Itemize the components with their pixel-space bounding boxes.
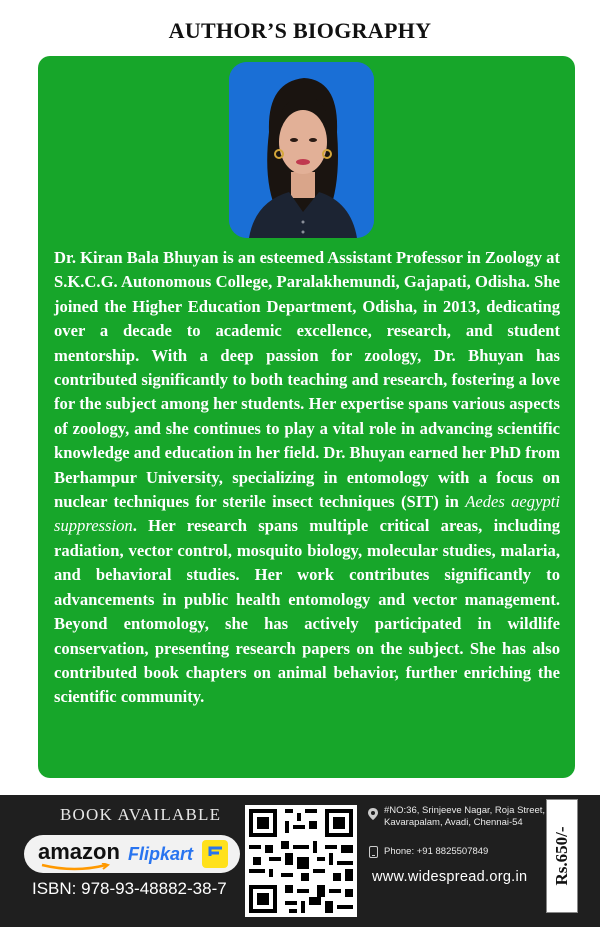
isbn: ISBN: 978-93-48882-38-7 bbox=[32, 879, 227, 898]
bio-text-part1: Dr. Kiran Bala Bhuyan is an esteemed Assistant Professor in Zoology at S.K.C.G. Autonomous College, Paralakhemundi, Gajapati, Odisha. She joined the Higher Education Department, Odisha, in 2013, dedicating over a decade to academic excellence, research, and student mentorship. With a deep passion for zoology, Dr. Bhuyan has contributed significantly to both teaching and research, fostering a love for the subject among her students. Her expertise spans various aspects of zoology, and she continues to play a vital role in advancing scientific knowledge and education in her field. Dr. Bhuyan earned her PhD from Berhampur University, specializing in entomology with a focus on nuclear techniques for sterile insect techniques (SIT) in bbox=[54, 248, 561, 512]
author-photo bbox=[229, 62, 374, 238]
store-badge bbox=[24, 835, 240, 873]
price-tag bbox=[546, 799, 578, 913]
biography-panel bbox=[38, 56, 575, 778]
bio-species-name: Aedes aegypti suppression bbox=[54, 492, 560, 536]
price-label: Rs.650/- bbox=[552, 826, 571, 886]
amazon-smile-icon bbox=[40, 863, 110, 871]
author-biography bbox=[54, 246, 560, 710]
publisher-address bbox=[384, 805, 545, 829]
qr-code bbox=[245, 805, 357, 917]
publisher-phone: Phone: +91 8825507849 bbox=[384, 846, 489, 857]
phone-icon bbox=[369, 845, 379, 855]
book-available-label: BOOK AVAILABLE bbox=[60, 805, 222, 824]
footer-bar bbox=[0, 795, 600, 927]
flipkart-logo: Flipkart bbox=[128, 844, 194, 864]
address-line-2: Kavarapalam, Avadi, Chennai-54 bbox=[384, 817, 523, 828]
publisher-website[interactable]: www.widespread.org.in bbox=[372, 869, 528, 885]
location-pin-icon bbox=[368, 807, 378, 817]
amazon-logo: amazon bbox=[38, 839, 120, 864]
address-line-1: #NO:36, Srinjeeve Nagar, Roja Street, bbox=[384, 805, 546, 816]
flipkart-bag-icon bbox=[202, 840, 228, 868]
page-title: AUTHOR’S BIOGRAPHY bbox=[168, 18, 432, 43]
bio-text-part2: . Her research spans multiple critical areas, including radiation, vector control, mosquito biology, molecular studies, malaria, and behavioral studies. Her work contributes significantly to advancements in public health entomology and vector management. Beyond entomology, she has actively participated in wildlife conservation, presenting research papers on the subject. She has also contributed book chapters on animal behavior, further enriching the scientific community. bbox=[54, 516, 560, 707]
